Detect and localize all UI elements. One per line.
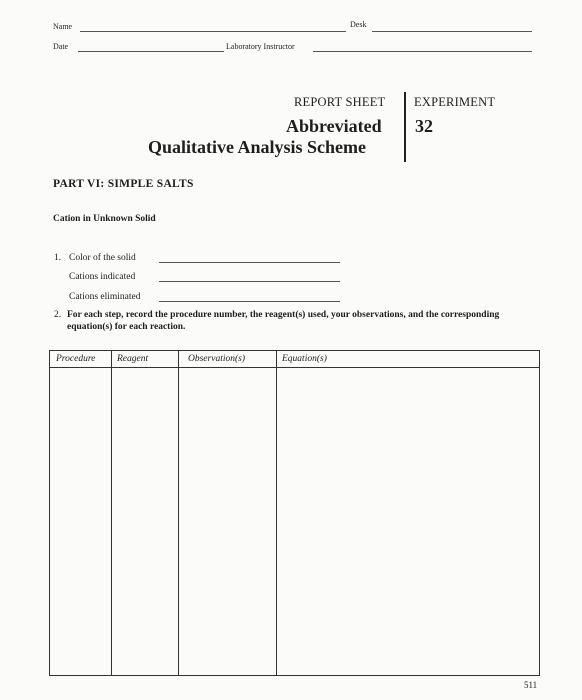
header-equations: Equation(s) (282, 354, 327, 364)
q1-eliminated-field[interactable] (159, 301, 340, 302)
title-divider (404, 92, 406, 162)
header-reagent: Reagent (117, 354, 149, 364)
desk-field[interactable] (372, 31, 532, 32)
q2-line-1: For each step, record the procedure number, the reagent(s) used, your observations, and the corresponding (67, 310, 500, 320)
header-procedure: Procedure (56, 354, 96, 364)
observations-cell[interactable] (179, 368, 276, 675)
q2-line-2: equation(s) for each reaction. (67, 322, 186, 332)
title-line-2: Qualitative Analysis Scheme (148, 137, 367, 157)
instructor-label: Laboratory Instructor (226, 42, 295, 51)
date-field[interactable] (78, 51, 224, 52)
part-heading: PART VI: SIMPLE SALTS (53, 178, 194, 190)
q1-number: 1. (54, 253, 62, 263)
instructor-field[interactable] (313, 51, 532, 52)
report-sheet-label: REPORT SHEET (294, 95, 386, 109)
header-observations: Observation(s) (188, 354, 245, 364)
results-table (49, 350, 540, 676)
q1-eliminated-label: Cations eliminated (69, 292, 141, 302)
name-label: Name (53, 22, 73, 31)
desk-label: Desk (350, 20, 367, 29)
q2-number: 2. (54, 310, 62, 320)
experiment-label: EXPERIMENT (414, 95, 496, 109)
equations-cell[interactable] (277, 368, 539, 675)
date-label: Date (53, 42, 69, 51)
experiment-number: 32 (415, 116, 433, 136)
name-field[interactable] (80, 31, 346, 32)
q1-indicated-field[interactable] (159, 281, 340, 282)
q1-color-field[interactable] (159, 262, 340, 263)
procedure-cell[interactable] (50, 368, 111, 675)
page-number: 511 (524, 680, 538, 690)
subheading: Cation in Unknown Solid (53, 214, 156, 224)
reagent-cell[interactable] (112, 368, 178, 675)
q1-indicated-label: Cations indicated (69, 272, 136, 282)
q1-color-label: Color of the solid (69, 253, 136, 263)
title-line-1: Abbreviated (286, 116, 382, 136)
